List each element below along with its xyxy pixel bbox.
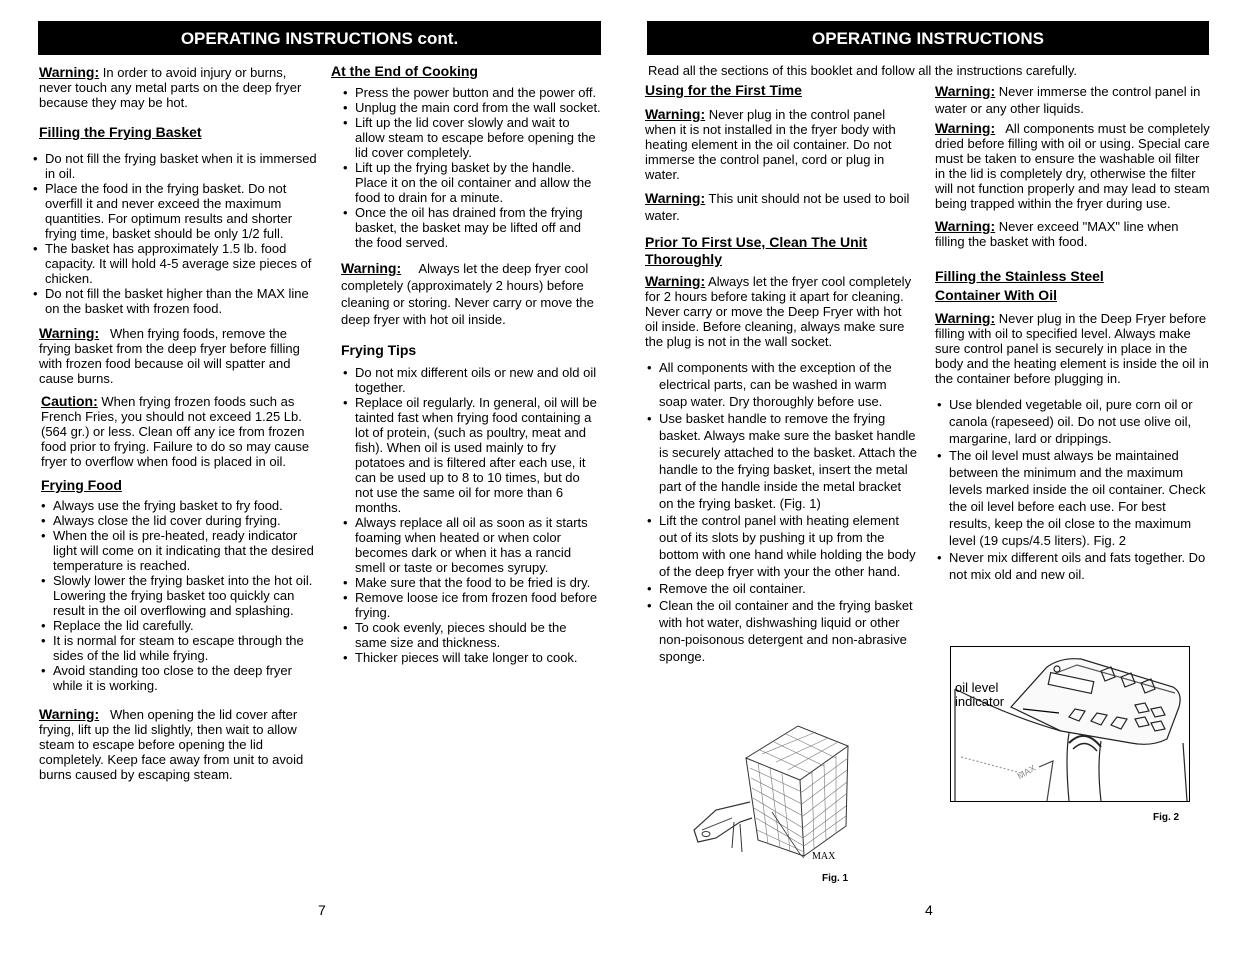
right-page-title: OPERATING INSTRUCTIONS bbox=[811, 28, 1045, 48]
warning-label: Warning: bbox=[341, 260, 402, 276]
caution-label: Caution: bbox=[41, 393, 98, 409]
warning-block bbox=[935, 311, 1210, 386]
list-item: • Make sure that the food to be fried is dry. bbox=[341, 575, 601, 590]
list-item: • Replace oil regularly. In general, oil will be tainted fast when frying food containing a lot of protein, (such as poultry, meat and fish). When oil is used mainly to fry potatoes and is filtered after each use, it can be used up to 8 to 10 times, but do not use the same oil for more than 6 months. bbox=[341, 395, 601, 515]
warning-text: When frying foods, remove the frying basket from the deep fryer before filling with frozen food because oil will spatter and cause burns. bbox=[39, 326, 300, 386]
warning-block bbox=[39, 65, 319, 110]
warning-block bbox=[341, 260, 601, 328]
frying-tips-list bbox=[341, 365, 601, 665]
list-item: • When the oil is pre-heated, ready indicator light will come on it indicating that the desired temperature is reached. bbox=[39, 528, 319, 573]
oil-list bbox=[935, 396, 1210, 583]
warning-text: Never plug in the Deep Fryer before filling with oil to specified level. Always make sure control panel is securely in place in the body and the heating element is inside the oil in the container before plugging in. bbox=[935, 311, 1209, 386]
warning-label: Warning: bbox=[935, 120, 996, 136]
caution-text: When frying frozen foods such as French Fries, you should not exceed 1.25 Lb. (564 gr.) or less. Clean off any ice from frozen food prior to frying. Failure to do so may cause fryer to overflow when food is placed in oil. bbox=[41, 394, 310, 469]
end-cooking-list bbox=[341, 85, 601, 250]
list-item: • Thicker pieces will take longer to cook. bbox=[341, 650, 601, 665]
list-item: • Do not fill the frying basket when it is immersed in oil. bbox=[31, 151, 319, 181]
fig2-illustration bbox=[950, 646, 1190, 802]
warning-label: Warning: bbox=[39, 706, 100, 722]
fig2-max-label: MAX bbox=[1015, 762, 1038, 782]
list-item: • The oil level must always be maintained between the minimum and the maximum levels marked inside the oil container. Check the oil level before each use. For best results, keep the oil close to the maximum level (19 cups/4.5 liters). Fig. 2 bbox=[935, 447, 1210, 549]
list-item: • Remove loose ice from frozen food before frying. bbox=[341, 590, 601, 620]
warning-label: Warning: bbox=[645, 190, 706, 206]
list-item: • Press the power button and the power off. bbox=[341, 85, 601, 100]
warning-label: Warning: bbox=[645, 273, 706, 289]
frying-food-heading: Frying Food bbox=[41, 477, 122, 493]
fig2-oil-level-label: oil level indicator bbox=[955, 680, 1005, 709]
list-item: • To cook evenly, pieces should be the same size and thickness. bbox=[341, 620, 601, 650]
list-item: • Replace the lid carefully. bbox=[39, 618, 319, 633]
warning-block bbox=[645, 190, 917, 224]
warning-text: Never immerse the control panel in water or any other liquids. bbox=[935, 84, 1201, 116]
list-item: • The basket has approximately 1.5 lb. food capacity. It will hold 4-5 average size pieces of chicken. bbox=[31, 241, 319, 286]
end-cooking-heading: At the End of Cooking bbox=[331, 63, 478, 79]
list-item: • Lift the control panel with heating element out of its slots by pushing it up from the bottom with one hand while holding the body of the deep fryer with your the other hand. bbox=[645, 512, 917, 580]
right-col-2 bbox=[935, 83, 1210, 593]
warning-text: Always let the fryer cool completely for 2 hours before taking it apart for cleaning. Never carry or move the Deep Fryer with hot oil inside. Before cleaning, always make sure the plug is not in the wall socket. bbox=[645, 274, 912, 349]
list-item: • It is normal for steam to escape through the sides of the lid while frying. bbox=[39, 633, 319, 663]
warning-text: Never plug in the control panel when it is not installed in the fryer body with heating element in the oil container. Do not immerse the control panel, cord or plug in water. bbox=[645, 107, 896, 182]
filling-basket-heading: Filling the Frying Basket bbox=[39, 124, 202, 140]
list-item: • Remove the oil container. bbox=[645, 580, 917, 597]
fig1-max-label: MAX bbox=[812, 851, 836, 862]
list-item: • Lift up the frying basket by the handle. Place it on the oil container and allow the food to drain for a minute. bbox=[341, 160, 601, 205]
first-time-heading: Using for the First Time bbox=[645, 82, 802, 98]
list-item: • Do not mix different oils or new and old oil together. bbox=[341, 365, 601, 395]
list-item: • Always close the lid cover during frying. bbox=[39, 513, 319, 528]
warning-block bbox=[935, 83, 1210, 117]
frying-food-list bbox=[39, 498, 319, 693]
cleaning-list bbox=[645, 359, 917, 665]
list-item: • Use blended vegetable oil, pure corn oil or canola (rapeseed) oil. Do not use olive oil, margarine, lard or drippings. bbox=[935, 396, 1210, 447]
frying-tips-heading: Frying Tips bbox=[341, 342, 417, 358]
warning-label: Warning: bbox=[935, 310, 996, 326]
list-item: • Do not fill the basket higher than the MAX line on the basket with frozen food. bbox=[31, 286, 319, 316]
warning-block bbox=[935, 219, 1210, 249]
intro-text: Read all the sections of this booklet and follow all the instructions carefully. bbox=[648, 63, 1077, 78]
right-col-1 bbox=[645, 82, 917, 675]
list-item: • Place the food in the frying basket. Do not overfill it and never exceed the maximum quantities. For optimum results and shorter frying time, basket should be only 1/2 full. bbox=[31, 181, 319, 241]
list-item: • Lift up the lid cover slowly and wait to allow steam to escape before opening the lid cover completely. bbox=[341, 115, 601, 160]
warning-label: Warning: bbox=[935, 218, 996, 234]
list-item: • All components with the exception of the electrical parts, can be washed in warm soap water. Dry thoroughly before use. bbox=[645, 359, 917, 410]
caution-block bbox=[41, 394, 319, 469]
warning-text: In order to avoid injury or burns, never touch any metal parts on the deep fryer because they may be hot. bbox=[39, 65, 302, 110]
prior-first-use-heading: Prior To First Use, Clean The Unit Thoroughly bbox=[645, 234, 868, 267]
warning-label: Warning: bbox=[645, 106, 706, 122]
list-item: • Use basket handle to remove the frying basket. Always make sure the basket handle is securely attached to the basket. Attach the handle to the frying basket, insert the metal part of the handle inside the metal bracket on the frying basket. (Fig. 1) bbox=[645, 410, 917, 512]
left-col-2 bbox=[331, 63, 601, 675]
warning-text: Always let the deep fryer cool completely (approximately 2 hours) before cleaning or storing. Never carry or move the deep fryer with hot oil inside. bbox=[341, 261, 594, 327]
stainless-steel-heading: Filling the Stainless Steel Container With Oil bbox=[935, 268, 1104, 303]
warning-label: Warning: bbox=[39, 325, 100, 341]
right-page-header bbox=[647, 21, 1209, 55]
warning-text: When opening the lid cover after frying, lift up the lid slightly, then wait to allow steam to escape before opening the lid completely. Keep face away from unit to avoid burns caused by escaping steam. bbox=[39, 707, 304, 782]
left-col-1 bbox=[39, 65, 319, 790]
warning-block bbox=[39, 326, 319, 386]
list-item: • Always use the frying basket to fry food. bbox=[39, 498, 319, 513]
warning-label: Warning: bbox=[935, 83, 996, 99]
left-page-header bbox=[38, 21, 601, 55]
fig2-caption: Fig. 2 bbox=[1153, 812, 1180, 823]
warning-block bbox=[645, 274, 917, 349]
warning-text: This unit should not be used to boil water. bbox=[645, 191, 910, 223]
list-item: • Always replace all oil as soon as it starts foaming when heated or when color becomes dark or when it has a rancid smell or taste or becomes syrupy. bbox=[341, 515, 601, 575]
fig1-caption: Fig. 1 bbox=[822, 873, 849, 884]
fig2-drawing bbox=[951, 647, 1189, 801]
list-item: • Clean the oil container and the frying basket with hot water, dishwashing liquid or other non-poisonous detergent and non-abrasive sponge. bbox=[645, 597, 917, 665]
filling-basket-list bbox=[31, 151, 319, 316]
page-number-left: 7 bbox=[318, 902, 326, 918]
list-item: • Slowly lower the frying basket into the hot oil. Lowering the frying basket too quickly can result in the oil overflowing and splashing. bbox=[39, 573, 319, 618]
warning-block bbox=[39, 707, 319, 782]
warning-text: Never exceed "MAX" line when filling the basket with food. bbox=[935, 219, 1179, 249]
page-number-right: 4 bbox=[925, 902, 933, 918]
list-item: • Unplug the main cord from the wall socket. bbox=[341, 100, 601, 115]
warning-label: Warning: bbox=[39, 64, 100, 80]
warning-block bbox=[935, 121, 1210, 211]
list-item: • Avoid standing too close to the deep fryer while it is working. bbox=[39, 663, 319, 693]
list-item: • Never mix different oils and fats together. Do not mix old and new oil. bbox=[935, 549, 1210, 583]
list-item: • Once the oil has drained from the frying basket, the basket may be lifted off and the food served. bbox=[341, 205, 601, 250]
left-page-title: OPERATING INSTRUCTIONS cont. bbox=[180, 28, 459, 48]
warning-text: All components must be completely dried before filling with oil or using. Special care must be taken to ensure the washable oil filter in the lid is completely dry, otherwise the filter will not function properly and may lead to steam being trapped within the fryer during use. bbox=[935, 121, 1210, 211]
warning-block bbox=[645, 107, 917, 182]
fig1-basket-illustration bbox=[688, 718, 858, 868]
